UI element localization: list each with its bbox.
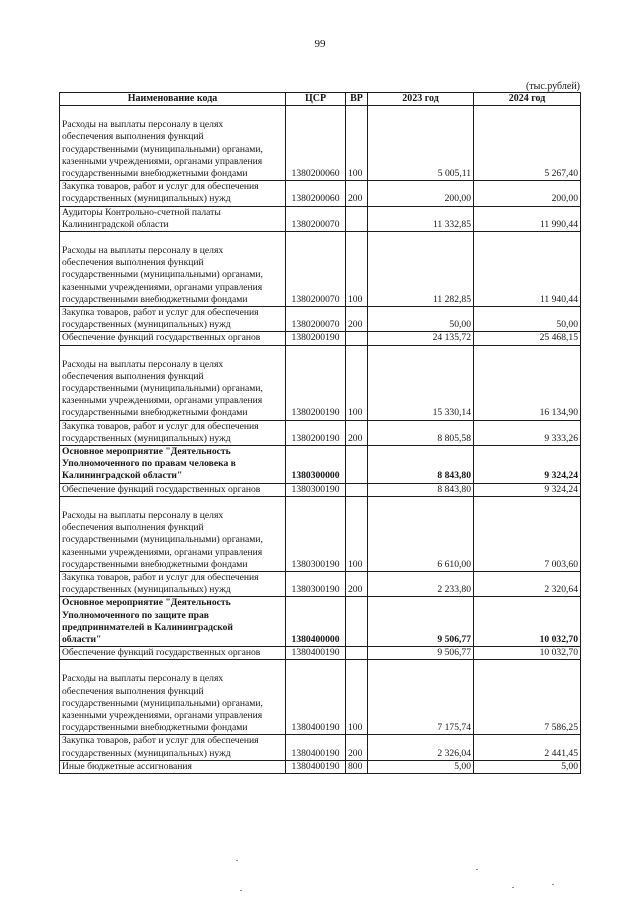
row-csr-cell: 1380200190 [286, 332, 346, 345]
table-row [60, 307, 581, 332]
row-name-line: обеспечения выполнения функций [62, 257, 204, 269]
row-name-line: государственными (муниципальными) органами, [62, 534, 263, 546]
row-name-line: Основное мероприятие "Деятельность [62, 597, 231, 609]
row-name-line: Расходы на выплаты персоналу в целях [62, 245, 224, 257]
row-vr-cell: 100 [346, 345, 368, 420]
row-name-line: Расходы на выплаты персоналу в целях [62, 358, 224, 370]
units-label: (тыс.рублей) [525, 81, 580, 92]
table-row [60, 345, 581, 420]
row-name-cell [60, 735, 286, 760]
row-csr-cell: 1380200070 [286, 232, 346, 307]
row-csr-cell: 1380200070 [286, 307, 346, 332]
row-2023-cell: 8 843,80 [368, 446, 474, 484]
row-name-line: государственными (муниципальными) органами, [62, 383, 263, 395]
row-name-line: государственными (муниципальными) органами, [62, 697, 263, 709]
header-2023: 2023 год [368, 93, 474, 106]
row-csr-cell: 1380400190 [286, 735, 346, 760]
table-header-row [60, 93, 581, 106]
row-2023-cell: 9 506,77 [368, 647, 474, 660]
row-name-line: Закупка товаров, работ и услуг для обеспечения [62, 571, 259, 583]
page-number: 99 [314, 38, 326, 50]
row-2024-cell: 10 032,70 [474, 597, 581, 647]
table-row [60, 181, 581, 206]
row-vr-cell: 100 [346, 106, 368, 181]
row-2024-cell: 50,00 [474, 307, 581, 332]
row-2023-cell: 11 282,85 [368, 232, 474, 307]
row-2023-cell: 15 330,14 [368, 345, 474, 420]
row-csr-cell: 1380400190 [286, 647, 346, 660]
row-vr-cell: 800 [346, 760, 368, 773]
row-vr-cell: 100 [346, 232, 368, 307]
row-name-line: государственными внебюджетными фондами [62, 407, 248, 419]
row-name-line: области" [62, 633, 102, 645]
row-2024-cell: 25 468,15 [474, 332, 581, 345]
row-2023-cell: 11 332,85 [368, 206, 474, 231]
row-vr-cell [346, 483, 368, 496]
row-2024-cell: 16 134,90 [474, 345, 581, 420]
row-csr-cell: 1380200190 [286, 345, 346, 420]
row-2024-cell: 9 333,26 [474, 420, 581, 445]
row-name-line: казенными учреждениями, органами управления [62, 155, 263, 167]
row-name-cell [60, 571, 286, 596]
row-name-line: государственными внебюджетными фондами [62, 293, 248, 305]
row-name-cell [60, 760, 286, 773]
row-csr-cell: 1380300190 [286, 571, 346, 596]
row-2024-cell: 7 586,25 [474, 660, 581, 735]
header-csr: ЦСР [286, 93, 346, 106]
row-csr-cell: 1380300190 [286, 483, 346, 496]
row-csr-cell: 1380300000 [286, 446, 346, 484]
row-name-line: Закупка товаров, работ и услуг для обеспечения [62, 420, 259, 432]
row-name-line: Уполномоченного по правам человека в [62, 458, 236, 470]
table-row [60, 420, 581, 445]
scan-artifact [552, 884, 554, 885]
table-row [60, 660, 581, 735]
table-row [60, 332, 581, 345]
row-name-line: государственными внебюджетными фондами [62, 558, 248, 570]
table-row [60, 571, 581, 596]
row-vr-cell [346, 597, 368, 647]
row-name-line: казенными учреждениями, органами управления [62, 709, 263, 721]
row-name-line: Обеспечение функций государственных органов [62, 483, 261, 495]
row-name-line: государственных (муниципальных) нужд [62, 319, 231, 331]
row-name-line: государственных (муниципальных) нужд [62, 584, 231, 596]
row-name-line: Обеспечение функций государственных органов [62, 647, 261, 659]
row-name-line: Иные бюджетные ассигнования [62, 760, 192, 772]
row-name-line: обеспечения выполнения функций [62, 522, 204, 534]
row-vr-cell: 100 [346, 660, 368, 735]
row-2023-cell: 5 005,11 [368, 106, 474, 181]
header-vr: ВР [346, 93, 368, 106]
row-name-line: Закупка товаров, работ и услуг для обеспечения [62, 181, 259, 193]
header-name: Наименование кода [60, 93, 286, 106]
row-name-cell [60, 597, 286, 647]
row-2024-cell: 5,00 [474, 760, 581, 773]
scan-artifact [512, 887, 514, 888]
row-name-cell [60, 345, 286, 420]
row-name-line: казенными учреждениями, органами управления [62, 281, 263, 293]
table-row [60, 446, 581, 484]
row-name-line [62, 106, 283, 119]
row-name-line: государственными внебюджетными фондами [62, 722, 248, 734]
row-name-line [62, 232, 283, 245]
row-name-line: государственными (муниципальными) органами, [62, 269, 263, 281]
row-2023-cell: 9 506,77 [368, 597, 474, 647]
row-2024-cell: 2 441,45 [474, 735, 581, 760]
row-name-line: Расходы на выплаты персоналу в целях [62, 509, 224, 521]
row-name-line: Расходы на выплаты персоналу в целях [62, 119, 224, 131]
row-name-cell [60, 647, 286, 660]
table-row [60, 206, 581, 231]
row-2024-cell: 9 324,24 [474, 446, 581, 484]
row-name-line: государственными внебюджетными фондами [62, 168, 248, 180]
table-row [60, 647, 581, 660]
row-name-line [62, 346, 283, 359]
row-name-line: Основное мероприятие "Деятельность [62, 446, 231, 458]
row-2024-cell: 11 940,44 [474, 232, 581, 307]
table-row [60, 232, 581, 307]
row-name-cell [60, 106, 286, 181]
row-name-line: Аудиторы Контрольно-счетной палаты [62, 206, 221, 218]
row-name-line: предпринимателей в Калининградской [62, 621, 233, 633]
row-2024-cell: 11 990,44 [474, 206, 581, 231]
row-csr-cell: 1380400190 [286, 660, 346, 735]
row-name-cell [60, 232, 286, 307]
row-name-line: государственными (муниципальными) органами, [62, 143, 263, 155]
row-name-line: обеспечения выполнения функций [62, 131, 204, 143]
table-row [60, 735, 581, 760]
budget-table-container [59, 92, 580, 774]
row-vr-cell [346, 647, 368, 660]
row-csr-cell: 1380200060 [286, 181, 346, 206]
row-name-line: государственных (муниципальных) нужд [62, 747, 231, 759]
table-row [60, 483, 581, 496]
table-row [60, 496, 581, 571]
table-body [60, 106, 581, 774]
row-vr-cell: 200 [346, 307, 368, 332]
scan-artifact [236, 860, 238, 861]
row-name-cell [60, 446, 286, 484]
budget-table [59, 92, 581, 774]
row-name-line: государственных (муниципальных) нужд [62, 193, 231, 205]
row-csr-cell: 1380200060 [286, 106, 346, 181]
row-name-cell [60, 660, 286, 735]
row-vr-cell: 200 [346, 181, 368, 206]
scan-artifact [240, 890, 242, 891]
row-2023-cell: 50,00 [368, 307, 474, 332]
row-csr-cell: 1380200190 [286, 420, 346, 445]
table-row [60, 597, 581, 647]
row-name-cell [60, 181, 286, 206]
row-2023-cell: 2 326,04 [368, 735, 474, 760]
row-vr-cell [346, 446, 368, 484]
row-2024-cell: 2 320,64 [474, 571, 581, 596]
row-vr-cell: 200 [346, 735, 368, 760]
row-name-cell [60, 206, 286, 231]
header-2024: 2024 год [474, 93, 581, 106]
row-name-line: государственных (муниципальных) нужд [62, 432, 231, 444]
row-vr-cell [346, 332, 368, 345]
row-name-cell [60, 307, 286, 332]
row-2023-cell: 2 233,80 [368, 571, 474, 596]
row-name-line [62, 660, 283, 673]
row-name-line: Калининградской области" [62, 470, 183, 482]
row-name-line [62, 497, 283, 510]
row-2023-cell: 5,00 [368, 760, 474, 773]
row-name-line: Закупка товаров, работ и услуг для обеспечения [62, 307, 259, 319]
row-name-line: казенными учреждениями, органами управления [62, 395, 263, 407]
row-vr-cell: 200 [346, 420, 368, 445]
row-vr-cell: 200 [346, 571, 368, 596]
row-name-line: обеспечения выполнения функций [62, 370, 204, 382]
row-name-cell [60, 420, 286, 445]
row-name-line: Расходы на выплаты персоналу в целях [62, 673, 224, 685]
row-name-cell [60, 483, 286, 496]
row-2023-cell: 7 175,74 [368, 660, 474, 735]
row-2023-cell: 200,00 [368, 181, 474, 206]
row-name-line: Калининградской области [62, 218, 169, 230]
row-name-line: казенными учреждениями, органами управления [62, 546, 263, 558]
row-2023-cell: 24 135,72 [368, 332, 474, 345]
row-csr-cell: 1380300190 [286, 496, 346, 571]
table-row [60, 106, 581, 181]
row-2024-cell: 7 003,60 [474, 496, 581, 571]
row-2023-cell: 6 610,00 [368, 496, 474, 571]
row-name-line: Закупка товаров, работ и услуг для обеспечения [62, 735, 259, 747]
table-row [60, 760, 581, 773]
row-vr-cell [346, 206, 368, 231]
row-csr-cell: 1380400000 [286, 597, 346, 647]
row-2023-cell: 8 843,80 [368, 483, 474, 496]
row-vr-cell: 100 [346, 496, 368, 571]
scan-artifact [476, 869, 478, 870]
row-csr-cell: 1380400190 [286, 760, 346, 773]
row-name-line: обеспечения выполнения функций [62, 685, 204, 697]
row-name-cell [60, 496, 286, 571]
row-2024-cell: 200,00 [474, 181, 581, 206]
row-2024-cell: 9 324,24 [474, 483, 581, 496]
row-2023-cell: 8 805,58 [368, 420, 474, 445]
row-2024-cell: 5 267,40 [474, 106, 581, 181]
row-2024-cell: 10 032,70 [474, 647, 581, 660]
row-name-cell [60, 332, 286, 345]
row-csr-cell: 1380200070 [286, 206, 346, 231]
row-name-line: Уполномоченного по защите прав [62, 609, 209, 621]
row-name-line: Обеспечение функций государственных органов [62, 332, 261, 344]
